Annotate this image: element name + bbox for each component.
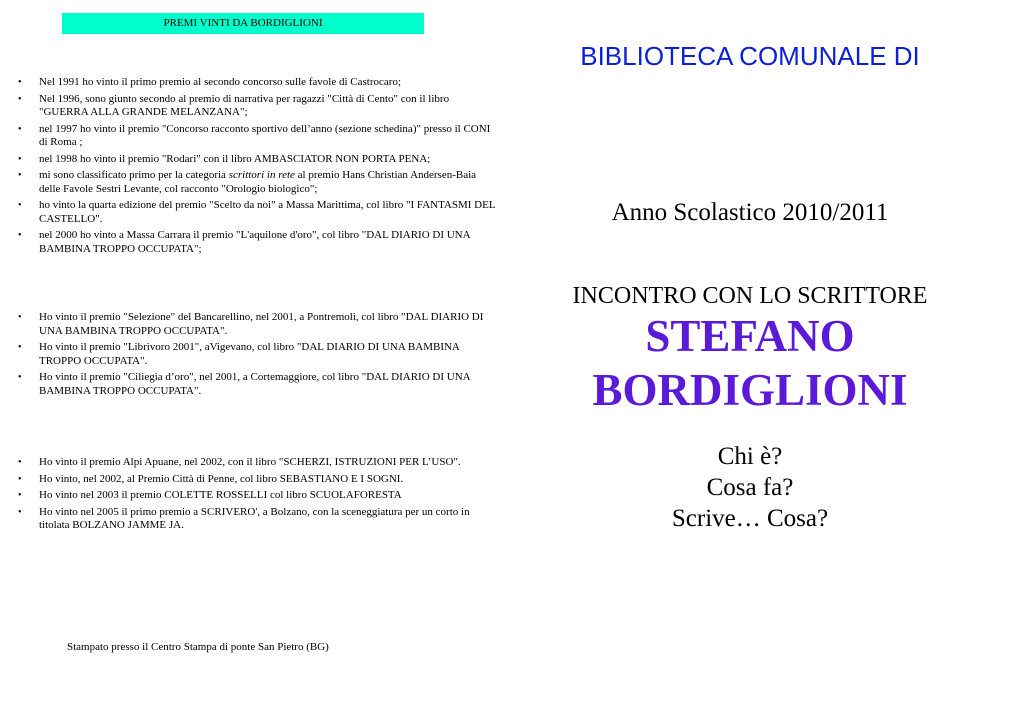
award-text-continued: al premio Hans Christian Andersen-Baia delle Favole Sestri Levante, col racconto "Orologio biologico"; bbox=[39, 169, 477, 195]
bullet-icon: • bbox=[18, 230, 22, 241]
bullet-icon: • bbox=[18, 153, 22, 165]
author-name bbox=[520, 309, 980, 417]
bullet-icon: • bbox=[18, 77, 22, 88]
award-text: Ho vinto il premio "Librivoro 2001", aVigevano, col libro "DAL DIARIO DI UNA BAMBINA TROPPO OCCUPATA". bbox=[39, 341, 460, 367]
bullet-icon: • bbox=[18, 473, 22, 485]
bullet-icon: • bbox=[18, 506, 22, 518]
award-text: nel 1998 ho vinto il premio "Rodari" con il libro AMBASCIATOR NON PORTA PENA; bbox=[39, 152, 431, 165]
author-last-name: BORDIGLIONI bbox=[592, 365, 908, 415]
award-text: Ho vinto il premio "Ciliegia d’oro", nel 2001, a Cortemaggiore, col libro "DAL DIARIO DI UNA BAMBINA TROPPO OCCUPATA". bbox=[39, 371, 470, 397]
award-text-emphasis: scrittori in rete bbox=[228, 169, 295, 181]
question-2: Cosa fa? bbox=[706, 474, 794, 501]
award-text: Ho vinto, nel 2002, al Premio Città di Penne, col libro SEBASTIANO E I SOGNI. bbox=[39, 472, 404, 485]
bullet-icon: • bbox=[18, 457, 22, 468]
bullet-icon: • bbox=[18, 123, 22, 135]
bullet-icon: • bbox=[18, 312, 22, 323]
award-item bbox=[18, 456, 498, 470]
award-item bbox=[18, 341, 498, 368]
award-item bbox=[18, 489, 498, 503]
award-text: ho vinto la quarta edizione del premio "Scelto da noi" a Massa Marittima, col libro "I FANTASMI DEL CASTELLO". bbox=[39, 199, 496, 225]
bullet-icon: • bbox=[18, 342, 22, 353]
awards-list-2 bbox=[18, 311, 498, 401]
award-item bbox=[18, 123, 498, 150]
questions-block bbox=[520, 441, 980, 534]
question-1: Chi è? bbox=[717, 443, 783, 470]
bullet-icon: • bbox=[18, 372, 22, 383]
award-item bbox=[18, 473, 498, 487]
awards-list-3 bbox=[18, 456, 498, 536]
library-title: BIBLIOTECA COMUNALE DI bbox=[580, 41, 920, 71]
award-text: nel 2000 ho vinto a Massa Carrara il premio "L'aquilone d'oro", col libro "DAL DIARIO DI UNA BAMBINA TROPPO OCCUPATA"; bbox=[39, 229, 470, 255]
author-first-name: STEFANO bbox=[645, 311, 855, 361]
award-item bbox=[18, 153, 498, 167]
question-3: Scrive… Cosa? bbox=[671, 505, 829, 532]
award-item bbox=[18, 169, 498, 196]
award-text: Ho vinto nel 2003 il premio COLETTE ROSSELLI col libro SCUOLAFORESTA bbox=[39, 489, 402, 501]
award-item bbox=[18, 76, 498, 90]
award-text: Nel 1996, sono giunto secondo al premio di narrativa per ragazzi "Città di Cento" con il libro "GUERRA ALLA GRANDE MELANZANA"; bbox=[39, 92, 450, 118]
award-text: nel 1997 ho vinto il premio "Concorso racconto sportivo dell’anno (sezione schedina)" presso il CONI di Roma ; bbox=[39, 122, 491, 148]
award-text: mi sono classificato primo per la categoria bbox=[39, 169, 229, 181]
printer-note: Stampato presso il Centro Stampa di ponte San Pietro (BG) bbox=[67, 641, 329, 653]
bullet-icon: • bbox=[18, 490, 22, 501]
award-item bbox=[18, 199, 498, 226]
award-item bbox=[18, 311, 498, 338]
bullet-icon: • bbox=[18, 170, 22, 181]
awards-list-1 bbox=[18, 76, 498, 259]
bullet-icon: • bbox=[18, 93, 22, 105]
award-item bbox=[18, 506, 498, 533]
award-text: Nel 1991 ho vinto il primo premio al secondo concorso sulle favole di Castrocaro; bbox=[39, 76, 402, 88]
awards-header: PREMI VINTI DA BORDIGLIONI bbox=[62, 13, 424, 34]
meeting-title: INCONTRO CON LO SCRITTORE bbox=[572, 283, 928, 309]
award-item bbox=[18, 229, 498, 256]
award-text: Ho vinto nel 2005 il primo premio a SCRIVERO', a Bolzano, con la sceneggiatura per un corto in titolata BOLZANO JAMME JA. bbox=[39, 505, 470, 531]
award-text: Ho vinto il premio Alpi Apuane, nel 2002, con il libro "SCHERZI, ISTRUZIONI PER L’USO". bbox=[39, 456, 461, 468]
award-item bbox=[18, 371, 498, 398]
bullet-icon: • bbox=[18, 200, 22, 211]
school-year: Anno Scolastico 2010/2011 bbox=[611, 199, 889, 226]
award-item bbox=[18, 93, 498, 120]
award-text: Ho vinto il premio "Selezione" del Bancarellino, nel 2001, a Pontremoli, col libro "DAL DIARIO DI UNA BAMBINA TROPPO OCCUPATA". bbox=[39, 311, 484, 337]
